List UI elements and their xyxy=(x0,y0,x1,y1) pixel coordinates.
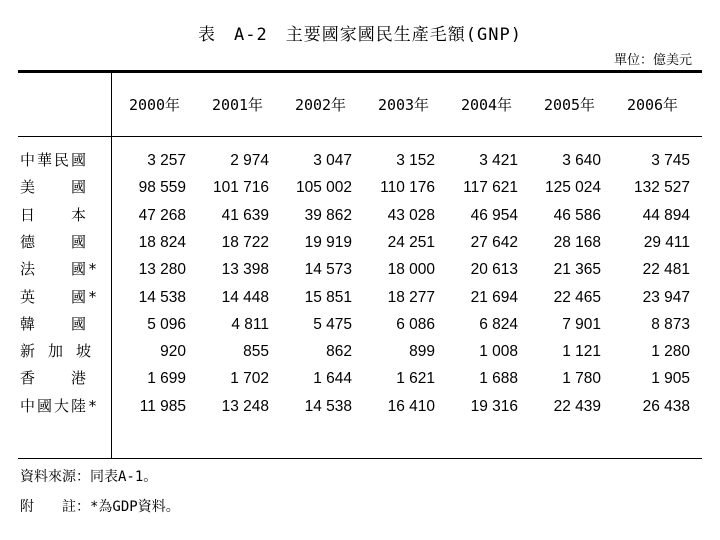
table-cell: 899 xyxy=(409,343,435,361)
row-label: 韓 國 xyxy=(20,314,89,333)
row-label: 英 國* xyxy=(20,287,100,306)
table-cell: 5 475 xyxy=(313,315,352,333)
table-cell: 1 644 xyxy=(313,370,352,388)
table-cell: 11 985 xyxy=(139,397,186,415)
table-row xyxy=(0,256,720,283)
table-cell: 101 716 xyxy=(212,179,269,197)
table-cell: 3 421 xyxy=(479,152,518,169)
table-cell: 105 002 xyxy=(295,179,352,197)
table-cell: 4 811 xyxy=(231,315,269,333)
table-cell: 20 613 xyxy=(470,261,518,279)
table-cell: 2 974 xyxy=(230,152,269,169)
table-cell: 28 168 xyxy=(553,233,601,251)
table-row xyxy=(0,284,720,311)
row-label: 法 國* xyxy=(20,260,100,279)
table-cell: 98 559 xyxy=(138,179,186,197)
unit-label: 單位：億美元 xyxy=(613,53,692,68)
year-header: 2001年 xyxy=(211,96,264,114)
table-cell: 1 699 xyxy=(147,370,186,388)
table-row xyxy=(0,365,720,392)
table-cell: 39 862 xyxy=(304,206,352,224)
table-cell: 1 121 xyxy=(562,343,601,361)
table-cell: 132 527 xyxy=(633,179,690,197)
table-cell: 13 280 xyxy=(138,261,186,279)
table-cell: 920 xyxy=(160,343,186,361)
table-cell: 22 481 xyxy=(642,261,690,279)
year-header: 2000年 xyxy=(128,96,181,114)
table-cell: 19 919 xyxy=(304,233,352,251)
year-header: 2003年 xyxy=(377,96,430,114)
table-cell: 3 047 xyxy=(313,152,352,169)
table-cell: 18 277 xyxy=(387,288,435,306)
row-label: 日 本 xyxy=(20,205,89,224)
table-row xyxy=(0,147,720,174)
table-cell: 29 411 xyxy=(643,233,690,251)
table-cell: 8 873 xyxy=(651,315,690,333)
table-cell: 21 365 xyxy=(553,261,601,279)
table-cell: 1 008 xyxy=(479,343,518,361)
table-row xyxy=(0,174,720,201)
table-cell: 14 448 xyxy=(221,288,269,306)
row-label: 新 加 坡 xyxy=(20,342,94,361)
source-note: 資料來源：同表A-1。 xyxy=(20,469,158,485)
table-cell: 7 901 xyxy=(562,315,601,333)
table-cell: 110 176 xyxy=(380,179,435,197)
top-rule xyxy=(18,70,702,73)
table-row xyxy=(0,338,720,365)
table-cell: 13 398 xyxy=(221,261,269,279)
table-row xyxy=(0,202,720,229)
year-header: 2006年 xyxy=(626,96,679,114)
table-cell: 3 640 xyxy=(562,152,601,169)
footnote: 附 註：*為GDP資料。 xyxy=(20,499,180,515)
row-label: 香 港 xyxy=(20,369,89,388)
table-cell: 26 438 xyxy=(642,397,690,415)
table-cell: 13 248 xyxy=(221,397,269,415)
table-cell: 3 745 xyxy=(651,152,690,169)
table-cell: 14 538 xyxy=(304,397,352,415)
table-cell: 18 824 xyxy=(138,233,186,251)
table-cell: 22 439 xyxy=(553,397,601,415)
table-cell: 1 621 xyxy=(396,370,435,388)
table-title: 表 A-2 主要國家國民生產毛額(GNP) xyxy=(198,25,522,45)
table-cell: 22 465 xyxy=(553,288,601,306)
table-cell: 23 947 xyxy=(642,288,690,306)
table-cell: 1 702 xyxy=(230,370,269,388)
table-cell: 3 257 xyxy=(147,152,186,169)
header-rule xyxy=(18,136,702,137)
row-label: 中國大陸* xyxy=(20,396,100,415)
table-cell: 3 152 xyxy=(396,152,435,169)
table-cell: 24 251 xyxy=(387,233,435,251)
table-cell: 117 621 xyxy=(463,179,518,197)
table-cell: 1 905 xyxy=(651,370,690,388)
table-cell: 21 694 xyxy=(470,288,518,306)
table-cell: 47 268 xyxy=(138,206,186,224)
table-row xyxy=(0,311,720,338)
table-cell: 855 xyxy=(243,343,269,361)
row-label: 美 國 xyxy=(20,178,89,197)
table-cell: 6 086 xyxy=(396,315,435,333)
table-cell: 1 280 xyxy=(651,343,690,361)
table-cell: 125 024 xyxy=(544,179,601,197)
table-cell: 46 954 xyxy=(470,206,518,224)
year-header: 2002年 xyxy=(294,96,347,114)
bottom-rule xyxy=(18,458,702,459)
table-row xyxy=(0,229,720,256)
year-header: 2005年 xyxy=(543,96,596,114)
table-cell: 16 410 xyxy=(387,397,435,415)
table-cell: 18 000 xyxy=(387,261,435,279)
table-cell: 41 639 xyxy=(221,206,269,224)
table-cell: 1 688 xyxy=(479,370,518,388)
table-cell: 18 722 xyxy=(221,233,269,251)
table-cell: 6 824 xyxy=(479,315,518,333)
table-cell: 44 894 xyxy=(642,206,690,224)
table-cell: 14 573 xyxy=(304,261,352,279)
table-cell: 15 851 xyxy=(304,288,352,306)
table-cell: 862 xyxy=(326,343,352,361)
row-label: 中華民國 xyxy=(20,151,89,169)
table-cell: 43 028 xyxy=(387,206,435,224)
table-cell: 27 642 xyxy=(470,233,518,251)
table-cell: 19 316 xyxy=(470,397,518,415)
row-label: 德 國 xyxy=(20,232,89,251)
table-cell: 14 538 xyxy=(138,288,186,306)
table-cell: 1 780 xyxy=(562,370,601,388)
table-row xyxy=(0,393,720,420)
table-cell: 5 096 xyxy=(147,315,186,333)
year-header: 2004年 xyxy=(460,96,513,114)
table-cell: 46 586 xyxy=(553,206,601,224)
